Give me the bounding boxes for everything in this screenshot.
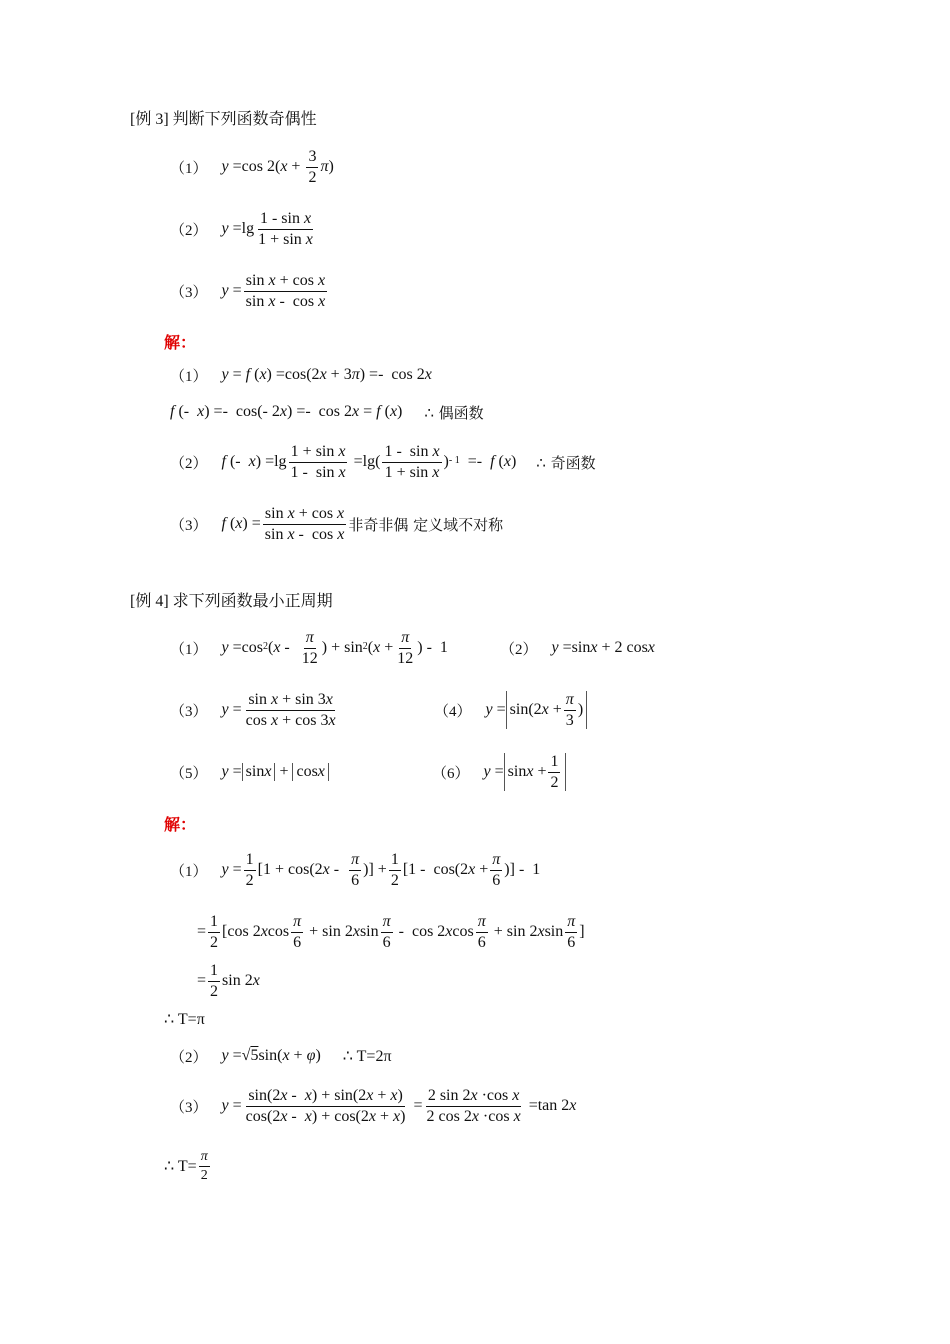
item-number: （2）	[170, 1049, 208, 1066]
ex4-solution-1a	[170, 846, 540, 894]
ex4-solution-2	[170, 1032, 392, 1080]
formula: y = sin x + $\frac{1}{2}$	[484, 753, 567, 791]
item-number: （1）	[170, 368, 208, 385]
formula: y = $\frac{1}{2}$ [1 + cos(2 x - $\frac{\pi}{6}$ )] + $\frac{1}{2}$ [1 - cos(2 x + $\frac{\pi}{6}$ )] - 1	[221, 850, 541, 889]
formula: y = $\frac{\text{sin x + sin 3x}}{\text{cos x + cos 3x}}$	[221, 690, 336, 729]
item-number: （1）	[170, 160, 208, 177]
heading-text: [例 4] 求下列函数最小正周期	[130, 592, 333, 610]
ex4-solution-1b	[197, 908, 585, 956]
ex3-solution-1b	[170, 388, 484, 436]
ex3-item-3	[170, 267, 329, 315]
item-number: （5）	[170, 765, 208, 782]
period-text: ∴ T=π	[164, 1011, 205, 1028]
example-3-heading	[130, 93, 317, 141]
period-text: ∴ T=	[164, 1158, 197, 1175]
item-number: （3）	[170, 1099, 208, 1116]
formula: y =√ 5 sin( x + φ )	[221, 1047, 321, 1064]
formula: $\frac{\pi}{2}$	[200, 1149, 208, 1183]
ex3-solution-2	[170, 438, 596, 486]
ex4-item-1	[170, 624, 448, 672]
formula: y = sin(2 x + $\frac{\pi}{3}$ )	[486, 691, 588, 729]
item-number: （3）	[170, 284, 208, 301]
item-number: （1）	[170, 641, 208, 658]
ex4-item-5	[170, 748, 329, 796]
conclusion-text: ∴ 奇函数	[536, 453, 596, 472]
formula: y =cos 2( x + $\frac{3}{2}$ π )	[221, 147, 334, 186]
formula: f ( x ) = $\frac{\text{sin x + cos x}}{\text{sin x - cos x}}$	[221, 504, 345, 543]
formula: y =lg $\frac{\text{1 - sin x}}{\text{1 + sin x}}$	[221, 209, 313, 248]
ex4-solution-3	[170, 1082, 576, 1130]
heading-text: [例 3] 判断下列函数奇偶性	[130, 110, 317, 128]
period-text: ∴ T=2π	[342, 1048, 392, 1065]
ex4-item-2	[500, 624, 655, 672]
ex3-item-2	[170, 205, 317, 253]
ex4-period-3	[164, 1142, 212, 1190]
ex4-item-4	[434, 686, 587, 734]
formula: y = $\frac{\text{sin x + cos x}}{\text{sin x - cos x}}$	[221, 271, 326, 310]
ex3-item-1	[170, 143, 334, 191]
item-number: （6）	[432, 765, 470, 782]
item-number: （4）	[434, 703, 472, 720]
formula: = $\frac{1}{2}$ [cos 2 x cos $\frac{\pi}{6}$ + sin 2 x sin $\frac{\pi}{6}$ - cos 2 x cos $\frac{\pi}{6}$ + sin 2 x sin $\frac{\pi}{6}$ ]	[197, 912, 585, 951]
ex4-solution-1c	[197, 957, 260, 1005]
conclusion-text: ∴ 偶函数	[424, 403, 484, 422]
item-number: （2）	[170, 222, 208, 239]
formula: f (- x ) =lg $\frac{\text{1 + sin x}}{\text{1 - sin x}}$ =lg( $\frac{\text{1 - sin x}}{\text{1 + sin x}}$ ) $^{- 1}$ =- f ( x )	[221, 442, 517, 481]
item-number: （3）	[170, 703, 208, 720]
formula: y =cos $^2$ ( x - $\frac{\pi}{12}$ ) + sin $^2$ ( x + $\frac{\pi}{12}$ ) - 1	[221, 628, 448, 667]
ex4-item-6	[432, 748, 566, 796]
formula: y =sin x + 2 cos x	[551, 639, 655, 656]
solution-text: 解：	[164, 816, 197, 834]
formula: = $\frac{1}{2}$ sin 2 x	[197, 961, 260, 1000]
example-4-heading	[130, 575, 333, 623]
conclusion-text: 非奇非偶 定义域不对称	[348, 515, 504, 534]
formula: y = sin x + cos x	[222, 763, 329, 781]
item-number: （2）	[500, 641, 538, 658]
item-number: （3）	[170, 517, 208, 534]
item-number: （1）	[170, 863, 208, 880]
ex3-solution-3	[170, 500, 503, 548]
solution-text: 解：	[164, 334, 197, 352]
formula: y = $\frac{\sin(2x - x) + \sin(2x + x)}{\cos(2x - x) + \cos(2x + x)}$ = $\frac{\text{2 sin 2x ·cos x}}{\text{2 cos 2x ·cos x}}$ =tan 2 x	[221, 1086, 577, 1125]
ex4-solution-label	[164, 799, 196, 847]
item-number: （2）	[170, 455, 208, 472]
formula: f (- x ) =- cos(- 2 x ) =- cos 2 x = f ( x )	[170, 403, 403, 420]
formula: y = f ( x ) =cos(2 x + 3 π ) =- cos 2 x	[221, 366, 432, 383]
ex4-item-3	[170, 686, 340, 734]
